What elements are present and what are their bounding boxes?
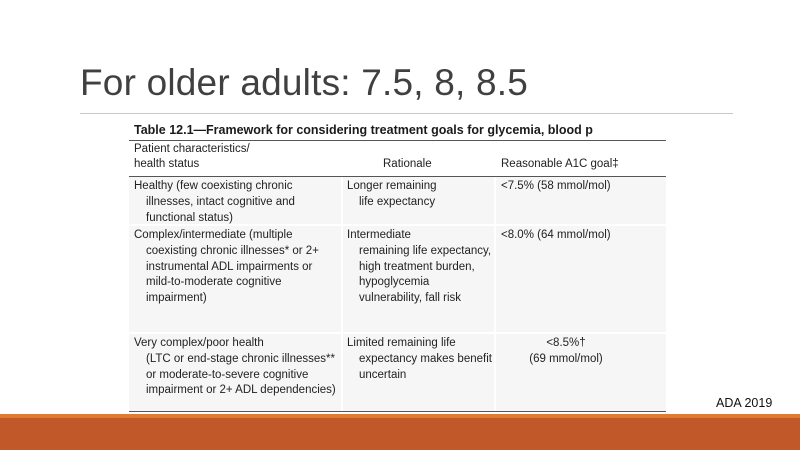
header-rationale: Rationale bbox=[383, 158, 432, 170]
table-row-complex-intermediate bbox=[129, 226, 666, 332]
rationale-cell-first-line: Limited remaining life bbox=[347, 337, 456, 349]
goal-cell bbox=[501, 228, 661, 244]
guideline-table bbox=[129, 120, 666, 413]
patient-cell-continuation: illnesses, intact cognitive and functional status) bbox=[146, 195, 295, 224]
rationale-cell bbox=[347, 179, 492, 211]
source-citation: ADA 2019 bbox=[716, 396, 773, 410]
patient-cell-first-line: Healthy (few coexisting chronic bbox=[134, 180, 293, 192]
column-separator bbox=[341, 177, 343, 411]
patient-cell bbox=[134, 179, 339, 226]
rationale-cell-continuation: expectancy makes benefit uncertain bbox=[359, 352, 492, 381]
column-separator bbox=[494, 177, 496, 411]
table-header bbox=[129, 141, 666, 176]
goal-value-mmol: (69 mmol/mol) bbox=[529, 352, 603, 365]
rationale-cell-first-line: Intermediate bbox=[347, 229, 411, 241]
header-a1c-goal: Reasonable A1C goal‡ bbox=[501, 158, 619, 170]
patient-cell-continuation: (LTC or end-stage chronic illnesses** or moderate-to-severe cognitive impairment or 2+ ADL dependencies) bbox=[146, 352, 336, 397]
goal-cell bbox=[501, 336, 631, 368]
patient-cell-continuation: coexisting chronic illnesses* or 2+ instrumental ADL impairments or mild-to-moderate cognitive impairment) bbox=[146, 244, 319, 305]
rationale-cell-continuation: remaining life expectancy, high treatment burden, hypoglycemia vulnerability, fall risk bbox=[359, 244, 492, 305]
rationale-cell-first-line: Longer remaining bbox=[347, 180, 437, 192]
rationale-cell bbox=[347, 336, 492, 383]
patient-cell bbox=[134, 336, 339, 399]
rationale-cell-continuation: life expectancy bbox=[359, 195, 436, 208]
footer-bar bbox=[0, 418, 800, 450]
slide-title: For older adults: 7.5, 8, 8.5 bbox=[80, 62, 528, 103]
table-row-healthy bbox=[129, 177, 666, 224]
rationale-cell bbox=[347, 228, 492, 307]
goal-value: <7.5% (58 mmol/mol) bbox=[501, 180, 611, 192]
goal-value: <8.0% (64 mmol/mol) bbox=[501, 229, 611, 241]
header-patient-characteristics: Patient characteristics/ health status bbox=[134, 143, 250, 170]
table-row-very-complex bbox=[129, 334, 666, 411]
table-caption: Table 12.1—Framework for considering treatment goals for glycemia, blood p bbox=[134, 123, 593, 137]
table-bottom-rule bbox=[129, 411, 666, 412]
goal-cell bbox=[501, 179, 661, 195]
patient-cell-first-line: Complex/intermediate (multiple bbox=[134, 229, 293, 241]
patient-cell-first-line: Very complex/poor health bbox=[134, 337, 264, 349]
title-divider bbox=[80, 113, 733, 114]
goal-value: <8.5%† bbox=[546, 337, 586, 349]
patient-cell bbox=[134, 228, 339, 307]
